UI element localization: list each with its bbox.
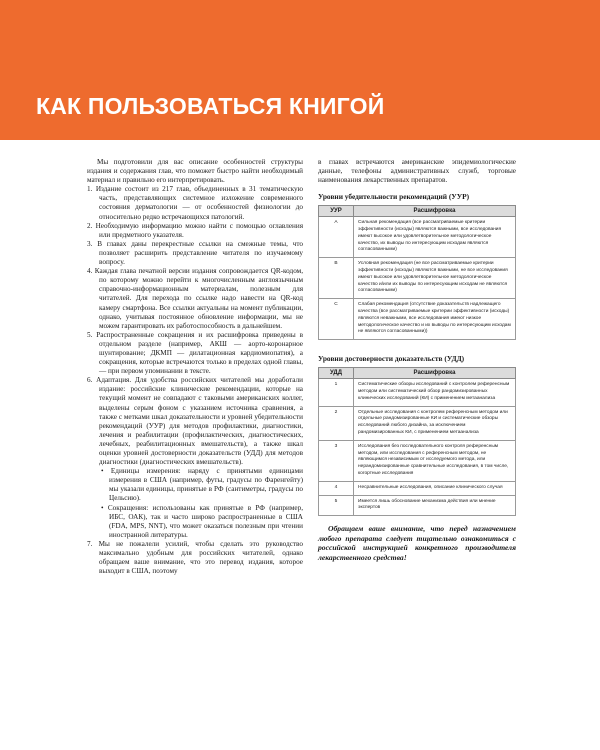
item-number: 1.: [87, 185, 93, 194]
uur-header-level: УУР: [319, 206, 354, 217]
uur-description: Слабая рекомендация (отсутствие доказательств надлежащего качества (все рассматриваемые критерии эффективности (исходы) являются неважными, все исследования имеют низкое методологическое качество и их выводы по интересующим исходам не являются согласованными)): [354, 299, 516, 340]
uur-level: C: [319, 299, 354, 340]
uur-row: [319, 299, 516, 340]
right-column: [318, 158, 516, 570]
uur-level: A: [319, 217, 354, 258]
bullet-item: [101, 467, 303, 503]
right-intro-paragraph: в главах встречаются американские эпидемиологические данные, телефоны административных служб, торговые наименования лекарственных препаратов.: [318, 158, 516, 185]
bullet-text: Сокращения: использованы как принятые в РФ (например, ИБС, ОАК), так и часто широко распространенные в США (FDA, MPS, NNT), что может оказаться полезным при чтении иностранной литературы.: [107, 503, 303, 539]
udd-level: 3: [319, 440, 354, 481]
bullet-text: Единицы измерения: наряду с принятыми единицами измерения в США (например, футы, градусы по Фаренгейту) мы указали единицы, принятые в РФ (сантиметры, градусы по Цельсию).: [109, 467, 303, 503]
item-number: 7.: [87, 539, 93, 548]
item-number: 2.: [87, 221, 93, 230]
list-item: [87, 376, 303, 467]
udd-description: Систематические обзоры исследований с контролем референсным методом или систематический обзор рандомизированных клинических исследований (КИ) с применением метаанализа: [354, 379, 516, 406]
bullet-mark: •: [101, 503, 104, 512]
item-number: 5.: [87, 330, 93, 339]
udd-row: [319, 440, 516, 481]
udd-row: [319, 481, 516, 495]
udd-description: Несравнительные исследования, описание клинического случая: [354, 481, 516, 495]
guide-list: [87, 185, 303, 576]
list-item: [87, 221, 304, 240]
item-number: 6.: [87, 376, 93, 385]
udd-table: [318, 367, 516, 516]
intro-paragraph: Мы подготовили для вас описание особенностей структуры издания и содержания глав, что поможет быстро найти необходимый материал и правильно его интерпретировать.: [87, 158, 303, 185]
list-item: [87, 185, 304, 221]
uur-table: [318, 205, 516, 340]
udd-row: [319, 406, 516, 440]
item-text: Каждая глава печатной версии издания сопровождается QR-кодом, по которому можно перейти к многочисленным англоязычным справочно-информационным материалам, полезным для читателей. Для перехода по ссылке надо навести на QR-код камеру смартфона. Все ссылки актуальны на момент публикации, однако, учитывая постоянное обновление информации, мы не можем гарантировать их работоспособность в дальнейшем.: [94, 267, 304, 330]
item-text: Издание состоит из 217 глав, объединенных в 31 тематическую часть, представляющих системное изложение современного состояния дерматологии — от особенностей физиологии до относительно редко встречающихся патологий.: [95, 185, 304, 221]
udd-level: 4: [319, 481, 354, 495]
udd-level: 2: [319, 406, 354, 440]
item-number: 3.: [87, 239, 93, 248]
page-title: КАК ПОЛЬЗОВАТЬСЯ КНИГОЙ: [36, 93, 385, 119]
udd-description: Отдельные исследования с контролем референсным методом или отдельные рандомизированные КИ и систематические обзоры исследований любого дизайна, за исключением рандомизированных КИ, с применением метаанализа: [354, 406, 516, 440]
udd-table-title: Уровни достоверности доказательств (УДД): [318, 354, 465, 364]
udd-level: 5: [319, 495, 354, 516]
item-text: Адаптация. Для удобства российских читателей мы доработали издание: российские клинические рекомендации, которые на текущий момент не совпадают с таковыми американских коллег, выделены серым фоном с указанием источника сравнения, а также с метками шкал доказательности и уровней убедительности рекомендаций (УУР) для методов профилактики, диагностики, лечения и реабилитации (профилактических, диагностических, лечебных, реабилитационных вмешательств), а также шкал оценки уровней достоверности доказательств (УДД) для методов диагностики (диагностических вмешательств).: [96, 376, 303, 467]
uur-level: B: [319, 258, 354, 299]
uur-description: Сильная рекомендация (все рассматриваемые критерии эффективности (исходы) являются важными, все исследования имеют высокое или удовлетворительное методологическое качество, их выводы по интересующим исходам являются согласованными): [354, 217, 516, 258]
uur-description: Условная рекомендация (не все рассматриваемые критерии эффективности (исходы) являются важными, не все исследования имеют высокое или удовлетворительное методологическое качество и/или их выводы по интересующим исходам не являются согласованными): [354, 258, 516, 299]
uur-row: [319, 217, 516, 258]
udd-header-level: УДД: [319, 368, 354, 379]
item-text: Необходимую информацию можно найти с помощью оглавления или предметного указателя.: [95, 221, 304, 239]
udd-description: Исследования без последовательного контроля референсным методом, или исследования с референсным методом, не являющимся независимым от исследуемого метода, или нерандомизированные сравнительные исследования, в том числе, когортные исследования: [354, 440, 516, 481]
list-item: [87, 239, 303, 267]
item-number: 4.: [87, 267, 93, 276]
left-column: [87, 158, 303, 576]
list-item: [87, 330, 304, 376]
item-text: В главах даны перекрестные ссылки на смежные темы, что позволяет расширить представление читателя по изучаемому вопросу.: [97, 239, 303, 267]
uur-row: [319, 258, 516, 299]
udd-row: [319, 495, 516, 516]
udd-row: [319, 379, 516, 406]
list-item: [87, 539, 303, 576]
udd-description: Имеется лишь обоснование механизма действия или мнение экспертов: [354, 495, 516, 516]
item-text: Мы не пожалели усилий, чтобы сделать это руководство максимально удобным для российских читателей, однако обращаем ваше внимание, что это перевод издания, которое выходит в США, поэтому: [98, 539, 303, 576]
udd-header-description: Расшифровка: [354, 368, 516, 379]
item-text: Распространенные сокращения и их расшифровка приведены в отдельном разделе (например, АКШ — аорто-коронарное шунтирование; ДКМП — дилатационная кардиомиопатия), а сокращения, которые встречаются только в пределах одной главы, — при первом упоминании в тексте.: [96, 330, 304, 376]
list-item: [87, 267, 304, 331]
uur-table-title: Уровни убедительности рекомендаций (УУР): [318, 192, 470, 202]
adaptation-bullets: [99, 467, 303, 540]
warning-note: Обращаем ваше внимание, что перед назначением любого препарата следует тщательно ознакомиться с российской инструкцией конкретного производителя лекарственного средства!: [318, 524, 516, 562]
bullet-mark: •: [101, 467, 104, 476]
udd-level: 1: [319, 379, 354, 406]
bullet-item: [101, 503, 303, 540]
uur-header-description: Расшифровка: [354, 206, 516, 217]
